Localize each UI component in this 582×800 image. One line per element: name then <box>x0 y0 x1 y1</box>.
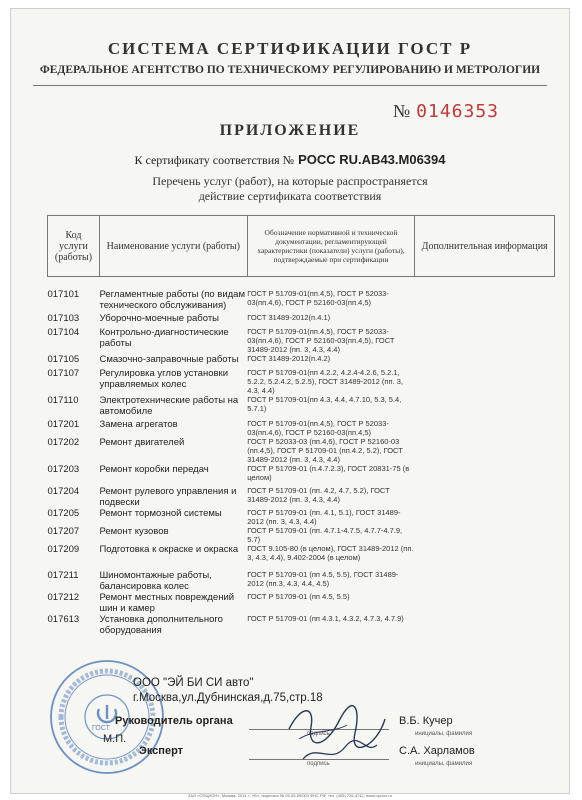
table-row <box>48 368 555 395</box>
mp-label: М.П. <box>103 733 127 745</box>
service-doc: ГОСТ Р 52033-03 (пп.4,6), ГОСТ Р 52160-03 (пп.4,5), ГОСТ Р 51709-01 (пп.4.2, 5.2), ГОСТ 31489-2012 (пп. 3, 4.3, 4.4) <box>247 437 403 464</box>
service-extra <box>415 486 555 508</box>
service-name: Смазочно-заправочные работы <box>99 354 239 365</box>
service-code: 017209 <box>47 544 80 555</box>
service-code: 017205 <box>47 508 80 519</box>
service-code: 017101 <box>47 289 80 300</box>
service-doc: ГОСТ Р 51709-01(пп.4,5), ГОСТ Р 52033-03(пп.4,6), ГОСТ Р 52160-03(пп.4,5), ГОСТ 31489-2012 (пп. 3, 4.3, 4.4) <box>247 327 395 354</box>
header-doc: Обозначение нормативной и технической документации, регламентирующей характеристики (показатели) услуги (работы), подтверждаемые при сертификации <box>247 216 415 277</box>
service-code: 017107 <box>47 368 80 379</box>
service-name: Шиномонтажные работы, балансировка колес <box>99 570 212 592</box>
head-label: Руководитель органа <box>115 715 233 727</box>
service-extra <box>415 544 555 570</box>
expert-sign-caption: подпись <box>307 761 330 767</box>
service-code: 017203 <box>47 464 80 475</box>
service-name: Ремонт двигателей <box>99 437 185 448</box>
service-doc: ГОСТ Р 51709-01 (п.4.7.2.3), ГОСТ 20831-75 (в целом) <box>247 464 410 482</box>
service-extra <box>415 419 555 437</box>
service-extra <box>415 437 555 464</box>
service-doc: ГОСТ Р 51709-01 (пп. 4.1, 5.1), ГОСТ 31489-2012 (пп. 3, 4.3, 4.4) <box>247 508 401 526</box>
service-doc: ГОСТ 31489-2012(п.4.1) <box>247 313 331 322</box>
organization-name: ООО "ЭЙ БИ СИ авто" <box>133 677 254 689</box>
service-doc: ГОСТ 9.105-80 (в целом), ГОСТ 31489-2012 (пп. 3, 4.3, 4.4), 9.402-2004 (в целом) <box>247 544 414 562</box>
service-extra <box>415 289 555 313</box>
service-name: Уборочно-моечные работы <box>99 313 219 324</box>
expert-name: С.А. Харламов <box>399 745 475 757</box>
head-name-caption: инициалы, фамилия <box>415 731 473 737</box>
head-name: В.Б. Кучер <box>399 715 453 727</box>
service-name: Регулировка углов установки управляемых колес <box>99 368 228 390</box>
service-name: Замена агрегатов <box>99 419 178 430</box>
service-name: Ремонт тормозной системы <box>99 508 222 519</box>
service-code: 017104 <box>47 327 80 338</box>
service-code: 017212 <box>47 592 80 603</box>
service-code: 017103 <box>47 313 80 324</box>
print-footer: ЗАО «ОПЦИОН», Москва, 2014 г., «Б», лицензия № 05-05-09/003 ФНС РФ, тел. (495) 726-4742, www.opcion.ru <box>188 793 392 798</box>
agency-title: ФЕДЕРАЛЬНОЕ АГЕНТСТВО ПО ТЕХНИЧЕСКОМУ РЕГУЛИРОВАНИЮ И МЕТРОЛОГИИ <box>39 64 541 76</box>
service-doc: ГОСТ Р 51709-01 (пп. 4.2, 4.7, 5.2), ГОСТ 31489-2012 (пп. 3, 4.3, 4.4) <box>247 486 390 504</box>
certificate-sheet <box>10 8 570 798</box>
service-name: Установка дополнительного оборудования <box>99 614 223 636</box>
table-row <box>48 395 555 419</box>
service-code: 017211 <box>47 570 79 581</box>
service-extra <box>415 614 555 636</box>
service-code: 017201 <box>47 419 80 430</box>
header-rule <box>33 85 547 86</box>
service-extra <box>415 570 555 592</box>
subtitle-line1: Перечень услуг (работ), на которые распространяется <box>152 174 428 188</box>
system-title: СИСТЕМА СЕРТИФИКАЦИИ ГОСТ Р <box>107 39 473 58</box>
table-row <box>48 419 555 437</box>
table-row <box>48 526 555 544</box>
table-header-row <box>48 216 555 277</box>
service-code: 017202 <box>47 437 80 448</box>
service-code: 017110 <box>47 395 79 406</box>
certificate-label: К сертификату соответствия № <box>134 153 295 167</box>
service-name: Ремонт коробки передач <box>99 464 209 475</box>
service-name: Регламентные работы (по видам технического обслуживания) <box>99 289 245 311</box>
table-row <box>48 570 555 592</box>
expert-label: Эксперт <box>139 745 184 757</box>
certificate-number: POCC RU.AB43.M06394 <box>298 152 446 167</box>
table-row <box>48 313 555 327</box>
form-number <box>393 101 499 122</box>
service-name: Электротехнические работы на автомобиле <box>99 395 239 417</box>
service-code: 017105 <box>47 354 80 365</box>
table-row <box>48 544 555 570</box>
service-name: Контрольно-диагностические работы <box>99 327 229 349</box>
service-extra <box>415 395 555 419</box>
appendix-title: ПРИЛОЖЕНИЕ <box>219 122 361 139</box>
table-row <box>48 289 555 313</box>
subtitle-line2: действие сертификата соответствия <box>198 189 382 203</box>
service-extra <box>415 368 555 395</box>
table-row <box>48 327 555 354</box>
table-row <box>48 486 555 508</box>
service-extra <box>415 464 555 486</box>
service-doc: ГОСТ Р 51709-01(пп.4,5), ГОСТ Р 52033-03(пп.4,6), ГОСТ Р 52160-03(пп.4,5) <box>247 419 389 437</box>
service-extra <box>415 327 555 354</box>
form-number-value: 0146353 <box>416 101 499 122</box>
service-name: Подготовка к окраске и окраска <box>99 544 239 555</box>
service-name: Ремонт местных повреждений шин и камер <box>99 592 235 614</box>
header-extra: Дополнительная информация <box>415 216 555 277</box>
header-code: Код услуги (работы) <box>48 216 100 277</box>
svg-text:ГОСТ: ГОСТ <box>92 725 110 732</box>
certificate-reference <box>11 152 569 168</box>
service-doc: ГОСТ Р 51709-01(пп.4,5), ГОСТ Р 52033-03(пп.4,6), ГОСТ Р 52160-03(пп.4,5) <box>247 289 389 307</box>
service-doc: ГОСТ Р 51709-01 (пп 4.3.1, 4.3.2, 4.7.3, 4.7.9) <box>247 614 404 623</box>
service-doc: ГОСТ Р 51709-01 (пп. 4.7.1-4.7.5, 4.7.7-4.7.9, 5.7) <box>247 526 403 544</box>
service-doc: ГОСТ Р 51709-01 (пп 4.5, 5.5), ГОСТ 31489-2012 (пп.3, 4.3, 4.4, 4.5) <box>247 570 399 588</box>
service-extra <box>415 526 555 544</box>
service-code: 017613 <box>47 614 80 625</box>
table-row <box>48 592 555 614</box>
service-name: Ремонт кузовов <box>99 526 169 537</box>
expert-name-caption: инициалы, фамилия <box>415 761 473 767</box>
service-doc: ГОСТ Р 51709-01 (пп 4.5, 5.5) <box>247 592 350 601</box>
service-name: Ремонт рулевого управления и подвески <box>99 486 237 508</box>
table-row <box>48 614 555 636</box>
service-doc: ГОСТ Р 51709-01(пп 4.3, 4.4, 4.7.10, 5.3, 5.4, 5.7.1) <box>247 395 402 413</box>
services-table <box>47 215 555 636</box>
service-code: 017207 <box>47 526 80 537</box>
table-row <box>48 508 555 526</box>
handwritten-signature-icon <box>281 699 391 769</box>
header-name: Наименование услуги (работы) <box>99 216 247 277</box>
service-extra <box>415 313 555 327</box>
table-row <box>48 354 555 368</box>
service-extra <box>415 592 555 614</box>
table-row <box>48 464 555 486</box>
service-extra <box>415 354 555 368</box>
service-code: 017204 <box>47 486 80 497</box>
organization-address: г.Москва,ул.Дубнинская,д.75,стр.18 <box>133 692 323 704</box>
number-sign: № <box>392 101 411 121</box>
service-extra <box>415 508 555 526</box>
table-row <box>48 437 555 464</box>
table-spacer <box>48 277 555 290</box>
head-sign-caption: подпись <box>307 731 330 737</box>
service-doc: ГОСТ Р 51709-01(пп 4.2.2, 4.2.4-4.2.6, 5.2.1, 5.2.2, 5.2.4.2, 5.2.5), ГОСТ 31489-2012 (пп. 3, 4.3, 4.4) <box>247 368 403 395</box>
service-doc: ГОСТ 31489-2012(п.4.2) <box>247 354 331 363</box>
